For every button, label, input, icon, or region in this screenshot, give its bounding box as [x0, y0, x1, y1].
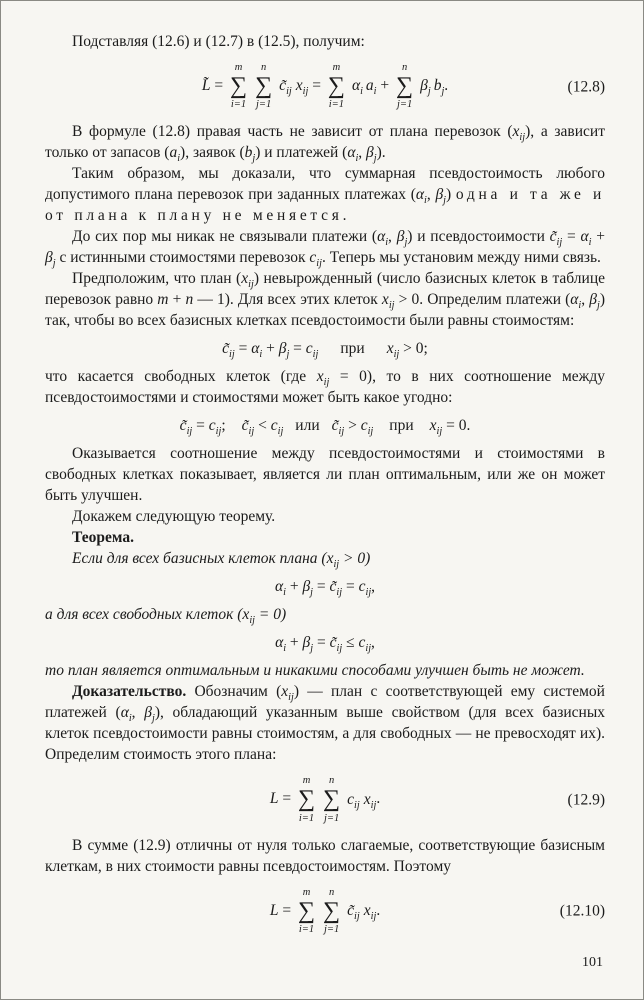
equation-body: L̃ = m ∑ i=1 n ∑ j=1 $c̃_{ij}$ $x_{ij}$ = m ∑ i=1 $\alpha_i$ $a_i$ + n ∑ j=1 $\beta_j$ $b_j$. — [201, 62, 449, 111]
sum-symbol: m ∑ i=1 — [327, 62, 345, 111]
paragraph-observation: Оказывается соотношение между псевдостоимостями и стоимостями в свободных клетках показывает, является ли план оптимальным, или же он может быть улучшен. — [45, 445, 605, 505]
equation-12-8 — [45, 62, 605, 111]
sum-symbol: n ∑ j=1 — [323, 775, 341, 824]
equation-body: $\alpha_i + \beta_j$ = $c̃_{ij} = c_{ij}$, — [274, 578, 376, 599]
sum-symbol: n ∑ j=1 — [323, 886, 341, 935]
equation-12-9 — [45, 775, 605, 824]
equation-free-cells-relations — [45, 415, 605, 436]
equation-theorem-free — [45, 632, 605, 653]
paragraph-until-now: До сих пор мы никак не связывали платежи ($\alpha_i$, $\beta_j$) и псевдостоимости $c̃_{ij} = \alpha_i + \beta_j$ с истинными стоимостями перевозок $c_{ij}$. Теперь мы установим между ними связь. — [45, 228, 606, 270]
equation-basic-cells — [45, 338, 605, 359]
sum-symbol: m ∑ i=1 — [229, 62, 248, 111]
equation-theorem-basic — [45, 576, 605, 597]
paragraph-sum-remark: В сумме (12.9) отличны от нуля только слагаемые, соответствующие базисным клеткам, в них стоимости равны псевдостоимостям. Поэтому — [45, 836, 605, 875]
sum-symbol: m ∑ i=1 — [297, 775, 316, 824]
equation-body: L = m ∑ i=1 n ∑ j=1 $c_{ij}$ $x_{ij}$. — [269, 775, 381, 824]
paragraph-substituting: Подставляя (12.6) и (12.7) в (12.5), получим: — [72, 33, 365, 50]
paragraph-theorem-condition-basic: Если для всех базисных клеток плана $(x_{ij} > 0)$ — [72, 550, 371, 571]
equation-body: $c̃_{ij} = c_{ij}$; $c̃_{ij} < c_{ij}$ или $c̃_{ij} > c_{ij}$ при $x_{ij} = 0$. — [179, 417, 471, 438]
equation-12-10 — [45, 887, 605, 936]
heading-theorem: Теорема. — [72, 529, 134, 547]
paragraph-proof: Доказательство. Обозначим $(x_{ij})$ — план с соответствующей ему системой платежей ($\alpha_i$, $\beta_j$), обладающий указанным выше свойством (для всех базисных клеток псевдостоимости равны стоимостям, а для свободных — не превосходят их). Определим стоимость этого плана: — [45, 683, 606, 764]
equation-number: (12.10) — [559, 902, 605, 920]
paragraph-theorem-conclusion: то план является оптимальным и никакими способами улучшен быть не может. — [45, 662, 585, 680]
sum-symbol: n ∑ j=1 — [396, 62, 414, 111]
equation-body: $c̃_{ij} = \alpha_i + \beta_j = c_{ij}$ при $x_{ij} > 0$; — [222, 340, 428, 361]
paragraph-prove-theorem: Докажем следующую теорему. — [72, 508, 276, 526]
paragraph-thus-proved: Таким образом, мы доказали, что суммарная псевдостоимость любого допустимого плана перевозок при заданных платежах ($\alpha_i$, $\beta_j$) одна и та же и от плана к плану не меняется. — [45, 165, 605, 225]
page-number: 101 — [582, 955, 603, 970]
paragraph-suppose-plan: Предположим, что план $(x_{ij})$ невырожденный (число базисных клеток в таблице перевозок равно m + n — 1). Для всех этих клеток $x_{ij} > 0$. Определим платежи ($\alpha_i$, $\beta_j$) так, чтобы во всех базисных клетках псевдостоимости были равны стоимостям: — [45, 270, 606, 330]
sum-symbol: n ∑ j=1 — [255, 62, 273, 111]
page-content — [45, 31, 605, 936]
equation-body: L = m ∑ i=1 n ∑ j=1 $c̃_{ij}$ $x_{ij}$. — [269, 886, 381, 935]
equation-number: (12.8) — [567, 78, 605, 96]
paragraph-theorem-condition-free: а для всех свободных клеток $(x_{ij} = 0)$ — [45, 606, 287, 627]
equation-number: (12.9) — [567, 791, 605, 809]
paragraph-formula-dependence: В формуле (12.8) правая часть не зависит от плана перевозок $(x_{ij})$, а зависит только от запасов $(a_i)$, заявок $(b_j)$ и платежей ($\alpha_i$, $\beta_j$). — [45, 123, 605, 165]
paragraph-free-cells: что касается свободных клеток (где $x_{ij} = 0$), то в них соотношение между псевдостоимостями и стоимостями может быть какое угодно: — [45, 368, 605, 407]
sum-symbol: m ∑ i=1 — [297, 886, 316, 935]
equation-body: $\alpha_i + \beta_j$ = $c̃_{ij} \le c_{ij}$, — [275, 634, 375, 655]
